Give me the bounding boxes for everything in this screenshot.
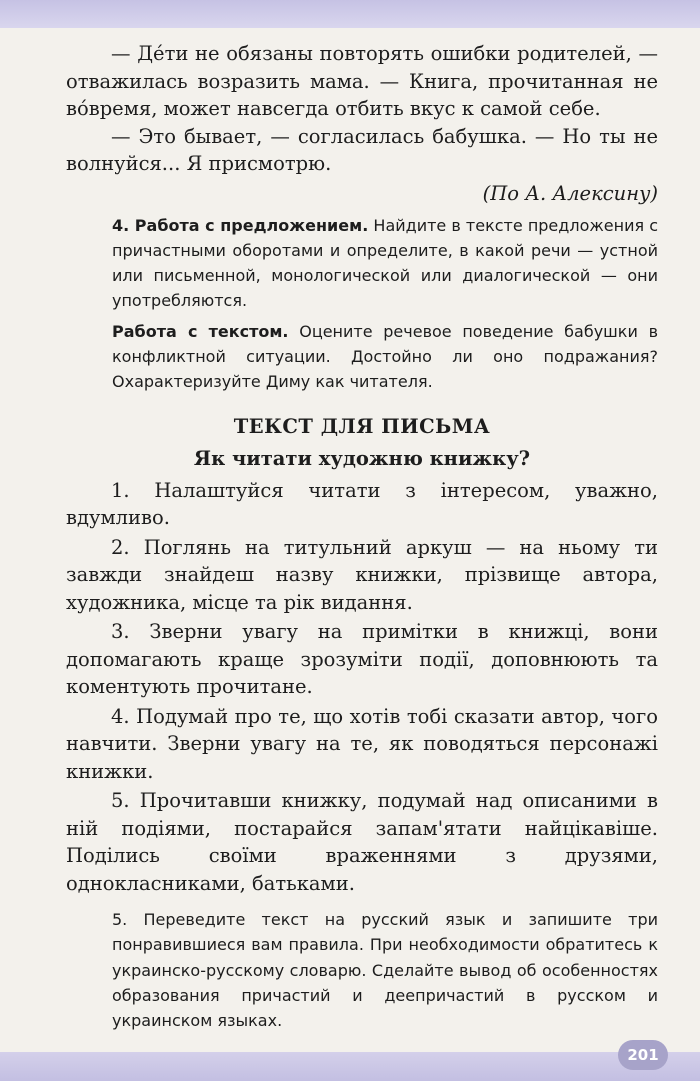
rule-item: 5. Прочитавши книжку, подумай над описаними в ній подіями, постарайся запам'ятати найцікавіше. Поділись своїми враженнями з друзями, однокласниками, батьками. xyxy=(66,789,658,895)
task-text-work xyxy=(112,319,658,395)
task-4-title: 4. Работа с предложением. xyxy=(112,215,369,235)
bottom-decorative-band xyxy=(0,1052,700,1081)
text-title: Як читати художню книжку? xyxy=(193,446,531,470)
page-content xyxy=(66,40,658,1034)
rule-item: 1. Налаштуйся читати з інтересом, уважно, вдумливо. xyxy=(66,478,658,530)
story-paragraph-1: — Де́ти не обязаны повторять ошибки родителей, — отважилась возразить мама. — Книга, прочитанная не во́время, может навсегда отбить вкус к самой себе. xyxy=(66,42,658,120)
rule-item: 3. Зверни увагу на примітки в книжці, вони допомагають краще зрозуміти події, доповнюють та коментують прочитане. xyxy=(66,620,658,699)
task-text-work-title: Работа с текстом. xyxy=(112,321,289,341)
task-4 xyxy=(112,213,658,314)
story-paragraph-2: — Это бывает, — согласилась бабушка. — Но ты не волнуйся... Я присмотрю. xyxy=(66,124,658,175)
rule-item: 2. Поглянь на титульний аркуш — на ньому ти завжди знайдеш назву книжки, прізвище автора, художника, місце та рік видання. xyxy=(66,535,658,614)
rule-item: 4. Подумай про те, що хотів тобі сказати автор, чого навчити. Зверни увагу на те, як поводяться персонажі книжки. xyxy=(66,704,658,783)
section-title: ТЕКСТ ДЛЯ ПИСЬМА xyxy=(233,414,491,438)
story-source: (По А. Алексину) xyxy=(482,181,658,205)
task-text-work-text: Оцените речевое поведение бабушки в конфликтной ситуации. Достойно ли оно подражания? Охарактеризуйте Диму как читателя. xyxy=(112,321,659,392)
page-number: 201 xyxy=(618,1040,668,1070)
task-4-text: Найдите в тексте предложения с причастными оборотами и определите, в какой речи — устной или письменной, монологической или диалогической — они употребляются. xyxy=(112,215,659,311)
top-decorative-band xyxy=(0,0,700,28)
task-5: 5. Переведите текст на русский язык и запишите три понравившиеся вам правила. При необходимости обратитесь к украинско-русскому словарю. Сделайте вывод об особенностях образования причастий и деепричастий в русском и украинском языках. xyxy=(112,910,658,1031)
